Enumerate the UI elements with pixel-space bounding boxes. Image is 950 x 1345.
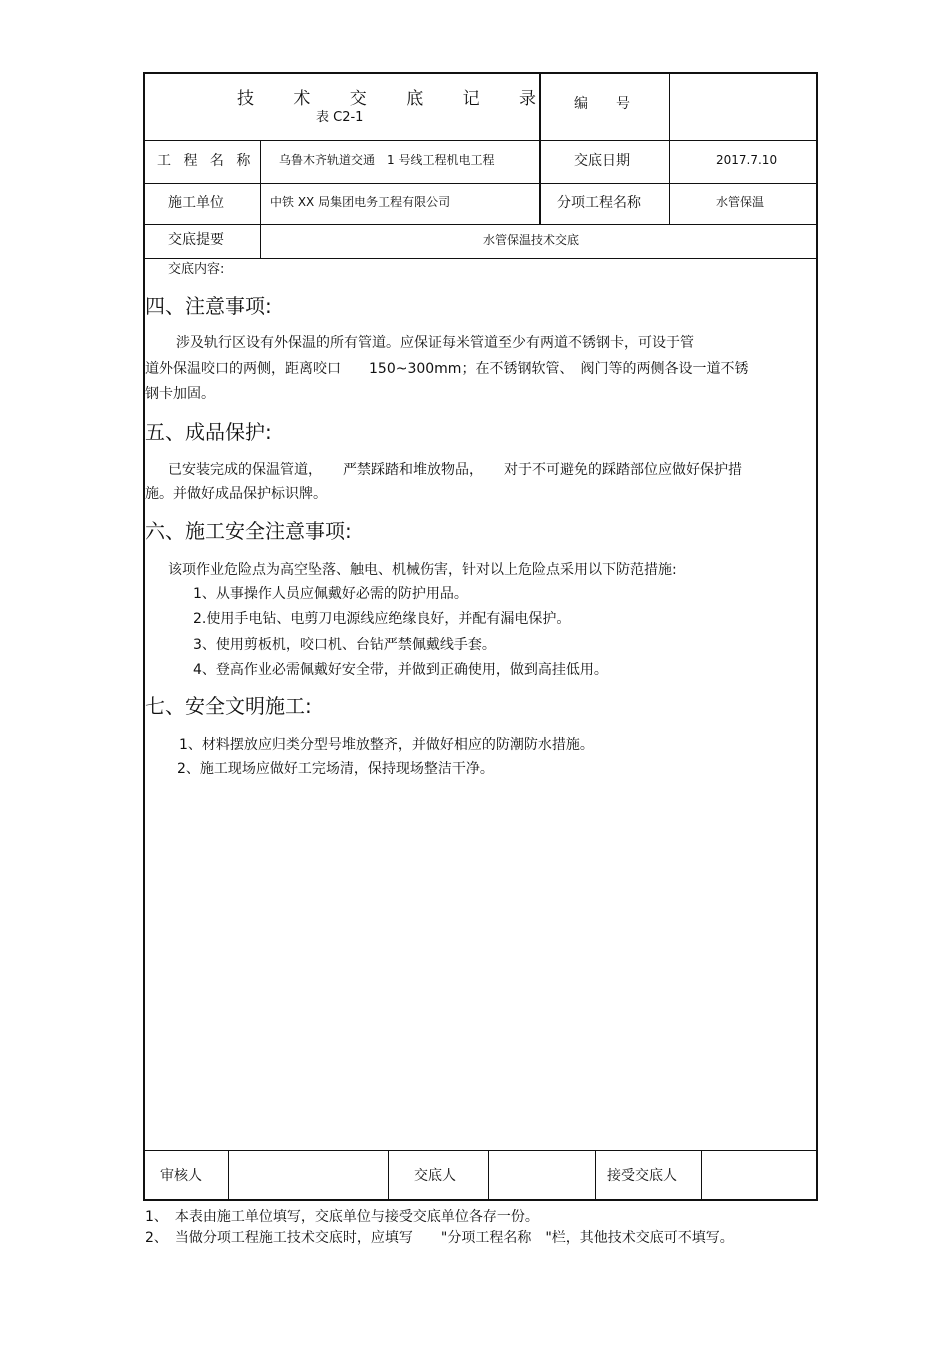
section-4-line: 钢卡加固。 bbox=[145, 386, 215, 402]
section-6-item: 1、从事操作人员应佩戴好必需的防护用品。 bbox=[193, 586, 468, 602]
sub-project-value: 水管保温 bbox=[716, 195, 765, 209]
section-6-item: 2.使用手电钻、电剪刀电源线应绝缘良好，并配有漏电保护。 bbox=[193, 611, 571, 627]
project-name-label: 工 程 名 称 bbox=[157, 153, 255, 169]
section-4-line: 道外保温咬口的两侧，距离咬口 150~300mm；在不锈钢软管、 阀门等的两侧各设一道不锈 bbox=[145, 361, 749, 377]
date-label: 交底日期 bbox=[574, 153, 630, 169]
section-5-line: 已安装完成的保温管道， 严禁踩踏和堆放物品， 对于不可避免的踩踏部位应做好保护措 bbox=[168, 462, 742, 478]
receiver-value[interactable] bbox=[708, 1168, 808, 1186]
presenter-value[interactable] bbox=[495, 1168, 587, 1186]
doc-title: 技 术 交 底 记 录 bbox=[237, 89, 554, 109]
section-6-item: 3、使用剪板机，咬口机、台钻严禁佩戴线手套。 bbox=[193, 637, 496, 653]
number-value[interactable] bbox=[680, 96, 810, 114]
footnote: 1、 本表由施工单位填写，交底单位与接受交底单位各存一份。 bbox=[145, 1209, 539, 1225]
number-label: 编 号 bbox=[574, 96, 630, 112]
form-number: 表 C2-1 bbox=[316, 110, 364, 125]
presenter-label: 交底人 bbox=[414, 1168, 456, 1184]
summary-label: 交底提要 bbox=[168, 232, 224, 248]
section-4-line: 涉及轨行区设有外保温的所有管道。应保证每米管道至少有两道不锈钢卡，可设于管 bbox=[176, 335, 694, 351]
sub-project-label: 分项工程名称 bbox=[557, 195, 641, 211]
summary-value: 水管保温技术交底 bbox=[483, 233, 580, 247]
footnote: 2、 当做分项工程施工技术交底时，应填写 "分项工程名称 "栏，其他技术交底可不填写。 bbox=[145, 1230, 734, 1246]
section-7-item: 2、施工现场应做好工完场清，保持现场整洁干净。 bbox=[177, 761, 494, 777]
content-label: 交底内容: bbox=[168, 262, 225, 277]
receiver-label: 接受交底人 bbox=[607, 1168, 677, 1184]
unit-label: 施工单位 bbox=[168, 195, 224, 211]
reviewer-value[interactable] bbox=[235, 1168, 380, 1186]
section-5-line: 施。并做好成品保护标识牌。 bbox=[145, 486, 327, 502]
section-6-item: 4、登高作业必需佩戴好安全带，并做到正确使用，做到高挂低用。 bbox=[193, 662, 608, 678]
reviewer-label: 审核人 bbox=[160, 1168, 202, 1184]
date-value: 2017.7.10 bbox=[716, 153, 778, 167]
section-6-heading: 六、施工安全注意事项: bbox=[145, 519, 352, 543]
unit-value: 中铁 XX 局集团电务工程有限公司 bbox=[270, 195, 451, 209]
section-7-item: 1、材料摆放应归类分型号堆放整齐，并做好相应的防潮防水措施。 bbox=[179, 737, 594, 753]
section-6-intro: 该项作业危险点为高空坠落、触电、机械伤害，针对以上危险点采用以下防范措施: bbox=[168, 562, 677, 578]
section-5-heading: 五、成品保护: bbox=[145, 420, 272, 444]
section-7-heading: 七、安全文明施工: bbox=[145, 694, 312, 718]
project-name-value: 乌鲁木齐轨道交通 1 号线工程机电工程 bbox=[279, 153, 495, 167]
section-4-heading: 四、注意事项: bbox=[145, 294, 272, 318]
